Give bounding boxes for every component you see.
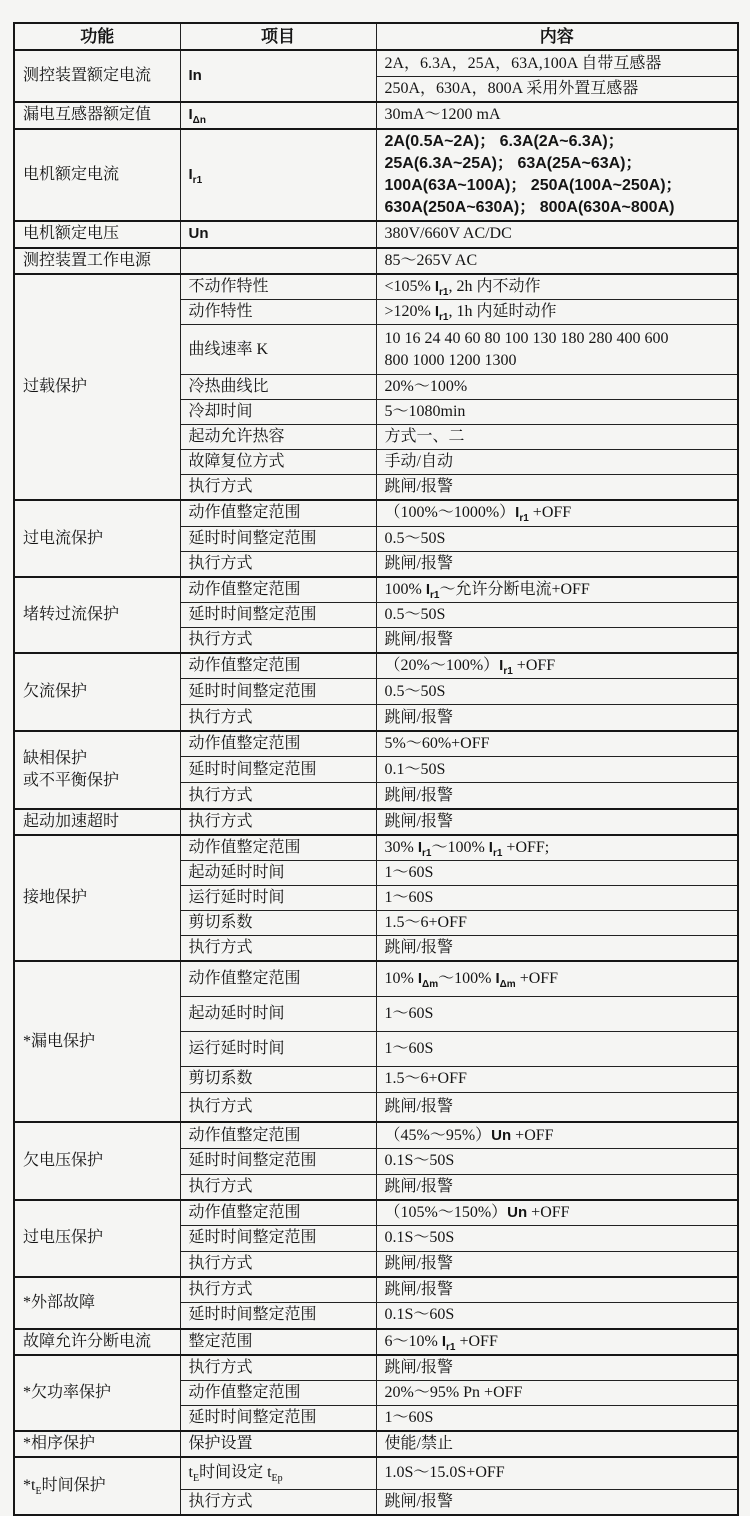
content-cell: 20%～95% Pn +OFF — [376, 1380, 738, 1405]
table-row — [14, 1329, 738, 1355]
item-cell: 动作值整定范围 — [180, 1122, 376, 1148]
function-cell: 漏电互感器额定值 — [14, 102, 180, 128]
item-cell: 执行方式 — [180, 809, 376, 835]
content-cell: 0.1S～50S — [376, 1226, 738, 1251]
symbol: I — [515, 504, 520, 522]
table-row — [14, 1277, 738, 1303]
item-cell: 冷热曲线比 — [180, 375, 376, 400]
content-cell: 方式一、二 — [376, 425, 738, 450]
content-cell: 0.1～50S — [376, 757, 738, 783]
item-cell: $t_E$时间设定 $t_{Ep}$ — [180, 1457, 376, 1489]
content-cell: $(100\%\sim 1000\%)I_{r1} +OFF$ — [376, 500, 738, 526]
content-cell: 跳闸/报警 — [376, 1489, 738, 1515]
table-row — [14, 221, 738, 248]
symbol: Un — [491, 1126, 512, 1144]
content-cell: 跳闸/报警 — [376, 475, 738, 501]
item-cell: 执行方式 — [180, 1489, 376, 1515]
content-cell: 跳闸/报警 — [376, 783, 738, 809]
function-cell: 堵转过流保护 — [14, 577, 180, 653]
content-cell: 10% $I_{\Delta m}\sim 100\%$ $I_{\Delta m} +OFF$ — [376, 961, 738, 996]
content-cell: 2A(0.5A~2A)； 6.3A(2A~6.3A)； 25A(6.3A~25A)； 63A(25A~63A)； 100A(63A~100A)； 250A(100A~250A)； 630A(250A~630A)； 800A(630A~800A) — [376, 129, 738, 221]
content-cell: 手动/自动 — [376, 450, 738, 475]
content-cell: 0.1S～60S — [376, 1303, 738, 1329]
item-cell: 起动延时时间 — [180, 861, 376, 886]
content-cell: 1.5～6+OFF — [376, 1066, 738, 1092]
item-cell: 动作特性 — [180, 300, 376, 325]
table-row — [14, 653, 738, 679]
item-cell: 运行延时时间 — [180, 886, 376, 911]
item-cell: 曲线速率 K — [180, 325, 376, 375]
content-cell: 使能/禁止 — [376, 1431, 738, 1457]
content-cell: 30mA～1200 mA — [376, 102, 738, 128]
table-row — [14, 1457, 738, 1489]
symbol: Un — [507, 1204, 528, 1222]
symbol: I — [425, 580, 430, 598]
table-row — [14, 731, 738, 757]
content-cell: 5～1080min — [376, 400, 738, 425]
table-row — [14, 50, 738, 76]
item-cell: 执行方式 — [180, 551, 376, 577]
content-cell: 1～60S — [376, 886, 738, 911]
header-cell-0: 功能 — [14, 23, 180, 50]
symbol: I — [434, 303, 440, 320]
content-cell: 跳闸/报警 — [376, 1251, 738, 1277]
content-cell: <105% $I_{r1}$, 2h 内不动作 — [376, 274, 738, 300]
header-cell-2: 内容 — [376, 23, 738, 50]
function-cell: 测控装置工作电源 — [14, 248, 180, 274]
item-cell: 延时时间整定范围 — [180, 602, 376, 627]
item-cell: 动作值整定范围 — [180, 577, 376, 603]
item-cell: 执行方式 — [180, 705, 376, 731]
content-cell: 2A，6.3A，25A，63A,100A 自带互感器 — [376, 50, 738, 76]
item-cell: 执行方式 — [180, 1277, 376, 1303]
item-cell: 起动允许热容 — [180, 425, 376, 450]
item-cell: 剪切系数 — [180, 911, 376, 936]
table-row — [14, 1355, 738, 1381]
content-cell: 跳闸/报警 — [376, 809, 738, 835]
spec-table-head — [14, 23, 738, 50]
item-cell: 动作值整定范围 — [180, 835, 376, 861]
function-cell: 过电流保护 — [14, 500, 180, 576]
content-cell: 跳闸/报警 — [376, 551, 738, 577]
function-cell: 电机额定电流 — [14, 129, 180, 221]
item-cell: 动作值整定范围 — [180, 500, 376, 526]
header-row — [14, 23, 738, 50]
item-cell: 故障复位方式 — [180, 450, 376, 475]
item-cell — [180, 50, 376, 102]
content-cell: 跳闸/报警 — [376, 1277, 738, 1303]
function-cell: $*t_E$时间保护 — [14, 1457, 180, 1515]
item-cell: 执行方式 — [180, 1092, 376, 1122]
symbol: I — [188, 106, 193, 124]
spec-table — [13, 22, 739, 1516]
item-cell: 延时时间整定范围 — [180, 1148, 376, 1174]
content-cell: 5%～60%+OFF — [376, 731, 738, 757]
item-cell: 延时时间整定范围 — [180, 757, 376, 783]
function-cell: 电机额定电压 — [14, 221, 180, 248]
content-cell: 0.5～50S — [376, 602, 738, 627]
content-cell: 85～265V AC — [376, 248, 738, 274]
table-row — [14, 274, 738, 300]
function-cell: 缺相保护 或不平衡保护 — [14, 731, 180, 809]
item-cell: 动作值整定范围 — [180, 1380, 376, 1405]
function-cell: 欠电压保护 — [14, 1122, 180, 1200]
item-cell: 执行方式 — [180, 936, 376, 962]
function-cell: *外部故障 — [14, 1277, 180, 1329]
symbol: In — [188, 67, 202, 85]
table-row — [14, 500, 738, 526]
content-cell: 跳闸/报警 — [376, 1355, 738, 1381]
item-cell: $I_{\Delta n}$ — [180, 102, 376, 128]
table-row — [14, 961, 738, 996]
item-cell: 起动延时时间 — [180, 996, 376, 1031]
item-cell: $I_{r1}$ — [180, 129, 376, 221]
content-cell: 0.1S～50S — [376, 1148, 738, 1174]
symbol: I — [417, 970, 422, 988]
table-row — [14, 1431, 738, 1457]
item-cell: 保护设置 — [180, 1431, 376, 1457]
function-cell: *欠功率保护 — [14, 1355, 180, 1431]
content-cell: 1～60S — [376, 861, 738, 886]
item-cell: 执行方式 — [180, 627, 376, 653]
item-cell — [180, 221, 376, 248]
content-cell: 30% $I_{r1}\sim 100\%$ $I_{r1} +OFF$; — [376, 835, 738, 861]
item-cell: 延时时间整定范围 — [180, 526, 376, 551]
content-cell: $(20\%\sim 100\%)I_{r1} +OFF$ — [376, 653, 738, 679]
header-cell-1: 项目 — [180, 23, 376, 50]
table-row — [14, 809, 738, 835]
item-cell: 执行方式 — [180, 1251, 376, 1277]
item-cell: 延时时间整定范围 — [180, 679, 376, 705]
function-cell: 接地保护 — [14, 835, 180, 961]
item-cell: 整定范围 — [180, 1329, 376, 1355]
function-cell: 欠流保护 — [14, 653, 180, 731]
content-cell: 1～60S — [376, 1031, 738, 1066]
symbol: I — [188, 165, 193, 183]
function-cell: 过电压保护 — [14, 1200, 180, 1276]
symbol: I — [441, 1332, 447, 1350]
symbol: I — [488, 839, 493, 857]
content-cell: 跳闸/报警 — [376, 705, 738, 731]
content-cell: 跳闸/报警 — [376, 627, 738, 653]
symbol: Un — [188, 225, 209, 243]
table-row — [14, 835, 738, 861]
function-cell: 过载保护 — [14, 274, 180, 501]
spec-table-body — [14, 50, 738, 1515]
function-cell: 起动加速超时 — [14, 809, 180, 835]
symbol: I — [495, 970, 500, 988]
item-cell: 延时时间整定范围 — [180, 1303, 376, 1329]
item-cell: 不动作特性 — [180, 274, 376, 300]
content-cell: 250A，630A，800A 采用外置互感器 — [376, 76, 738, 102]
symbol: I — [417, 839, 422, 857]
content-cell: 1～60S — [376, 996, 738, 1031]
content-cell: >120% $I_{r1}$, 1h 内延时动作 — [376, 300, 738, 325]
function-cell: *漏电保护 — [14, 961, 180, 1122]
content-cell: （105%～150%）Un +OFF — [376, 1200, 738, 1226]
content-cell: 1.0S～15.0S+OFF — [376, 1457, 738, 1489]
content-cell: 100% $I_{r1}\sim$允许分断电流+OFF — [376, 577, 738, 603]
item-cell: 执行方式 — [180, 783, 376, 809]
function-cell: *相序保护 — [14, 1431, 180, 1457]
content-cell: 0.5～50S — [376, 526, 738, 551]
content-cell: 1.5～6+OFF — [376, 911, 738, 936]
content-cell: 0.5～50S — [376, 679, 738, 705]
table-row — [14, 248, 738, 274]
table-row — [14, 102, 738, 128]
item-cell: 执行方式 — [180, 1174, 376, 1200]
item-cell: 延时时间整定范围 — [180, 1226, 376, 1251]
content-cell: 跳闸/报警 — [376, 1174, 738, 1200]
item-cell: 运行延时时间 — [180, 1031, 376, 1066]
item-cell — [180, 248, 376, 274]
content-cell: （45%～95%）Un +OFF — [376, 1122, 738, 1148]
table-row — [14, 1122, 738, 1148]
content-cell: 1～60S — [376, 1405, 738, 1431]
content-cell: 20%～100% — [376, 375, 738, 400]
content-cell: 10 16 24 40 60 80 100 130 180 280 400 600 800 1000 1200 1300 — [376, 325, 738, 375]
item-cell: 执行方式 — [180, 475, 376, 501]
content-cell: 跳闸/报警 — [376, 1092, 738, 1122]
item-cell: 执行方式 — [180, 1355, 376, 1381]
item-cell: 动作值整定范围 — [180, 1200, 376, 1226]
table-row — [14, 1200, 738, 1226]
item-cell: 动作值整定范围 — [180, 653, 376, 679]
content-cell: 6～10% $I_{r1} +OFF$ — [376, 1329, 738, 1355]
table-row — [14, 577, 738, 603]
symbol: I — [434, 277, 440, 295]
item-cell: 冷却时间 — [180, 400, 376, 425]
item-cell: 动作值整定范围 — [180, 731, 376, 757]
table-row — [14, 129, 738, 221]
item-cell: 动作值整定范围 — [180, 961, 376, 996]
item-cell: 剪切系数 — [180, 1066, 376, 1092]
item-cell: 延时时间整定范围 — [180, 1405, 376, 1431]
symbol: I — [499, 657, 504, 675]
function-cell: 故障允许分断电流 — [14, 1329, 180, 1355]
content-cell: 380V/660V AC/DC — [376, 221, 738, 248]
content-cell: 跳闸/报警 — [376, 936, 738, 962]
function-cell: 测控装置额定电流 — [14, 50, 180, 102]
